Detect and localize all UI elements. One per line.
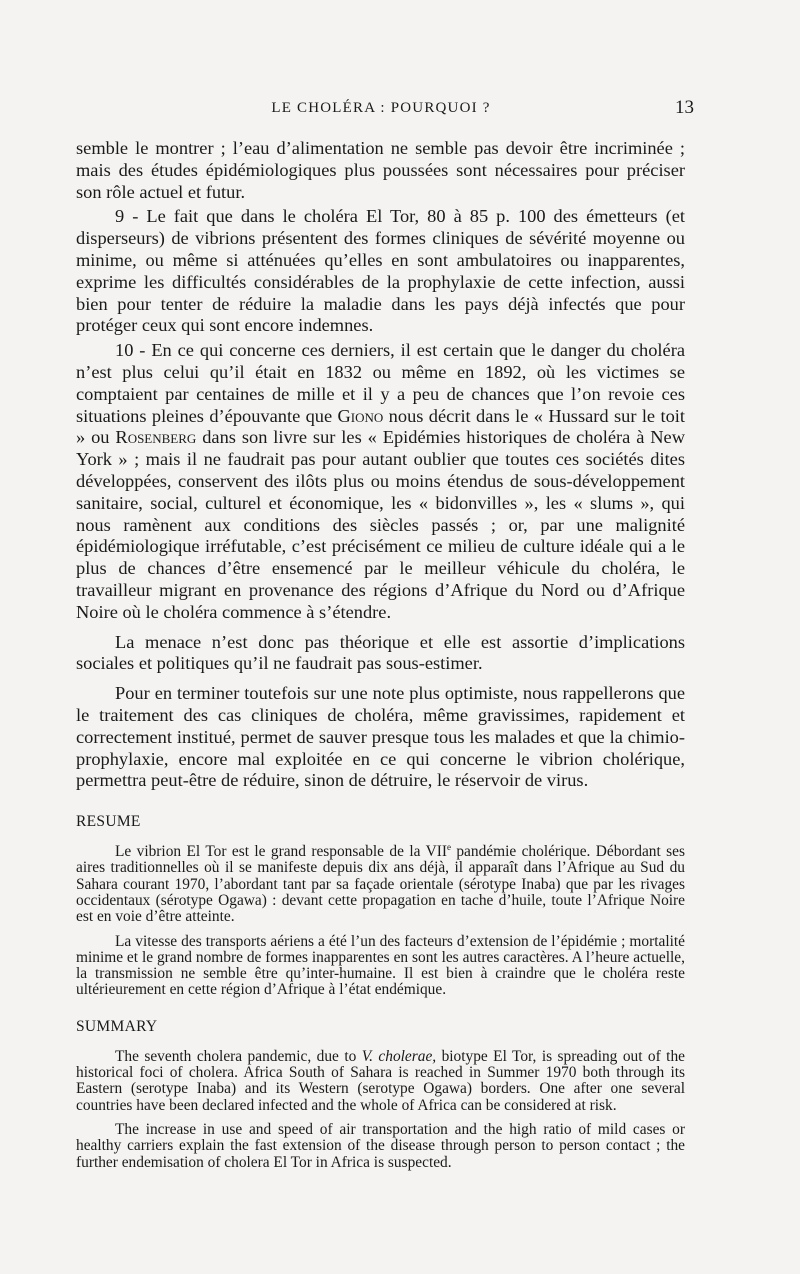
superscript: e — [446, 842, 451, 853]
resume-paragraph-1 — [76, 844, 685, 925]
resume-text: Le vibrion El Tor est le grand responsable de la VII — [115, 843, 447, 861]
author-name-rosenberg: Rosenberg — [115, 427, 197, 448]
paragraph-threat: La menace n’est donc pas théorique et elle est assortie d’implications sociales et politiques qu’il ne faudrait pas sous-estimer. — [76, 631, 685, 674]
paragraph-conclusion: Pour en terminer toutefois sur une note plus optimiste, nous rappellerons que le traitement des cas cliniques de choléra, même gravissimes, rapidement et correctement institué, permet de sauver presque tous les malades et que la chimio-prophylaxie, encore mal exploitée en ce qui concerne le vibrion cholérique, permettra peut-être de réduire, sinon de détruire, le réservoir de virus. — [76, 683, 685, 791]
running-title: LE CHOLÉRA : POURQUOI ? — [271, 100, 491, 116]
paragraph-text: dans son livre sur les « Epidémies historiques de choléra à New York » ; mais il ne faudrait pas pour autant oublier que toutes ces sociétés dites développées, conservent des ilôts plus ou moins étendus de sous-développement sanitaire, social, culturel et économique, les « bidonvilles », les « slums », qui nous ramènent aux conditions des siècles passés ; or, par une malignité épidémiologique irréfutable, c’est précisément ce milieu de culture idéale qui a le plus de chances d’être ensemencé par le meilleur véhicule du choléra, le travailleur migrant en provenance des régions d’Afrique du Nord ou d’Afrique Noire où le choléra commence à s’étendre. — [76, 427, 686, 622]
summary-paragraph-2: The increase in use and speed of air transportation and the high ratio of mild cases or healthy carriers explain the fast extension of the disease through person to person contact ; the further endemisation of cholera El Tor in Africa is suspected. — [76, 1120, 685, 1171]
summary-paragraph-1 — [76, 1049, 685, 1114]
summary-text: biotype El Tor, is spreading out of the historical foci of cholera. Africa South of Sahara is reached in Summer 1970 both through its Eastern (serotype Inaba) and its Western (serotype Ogawa) borders. One after one several countries have been declared infected and the whole of Africa can be considered at risk. — [76, 1047, 685, 1114]
summary-text: The seventh cholera pandemic, due to — [115, 1047, 362, 1065]
resume-text: pandémie cholérique. Débordant ses aires traditionnelles où il se manifeste depuis dix ans déjà, il apparaît dans l’Afrique au Sud du Sahara courant 1970, l’abordant tant par sa façade orientale (sérotype Inaba) que par les rivages occidentaux (sérotype Ogawa) : devant cette propagation en tache d’huile, toute l’Afrique Noire est en voie d’être atteinte. — [76, 843, 685, 926]
page-number: 13 — [675, 97, 694, 118]
paragraph-point-10 — [76, 340, 685, 623]
paragraph-point-9: 9 - Le fait que dans le choléra El Tor, 80 à 85 p. 100 des émetteurs (et disperseurs) de vibrions présentent des formes cliniques de sévérité moyenne ou minime, ou même si atténuées qu’elles en sont ambulatoires ou inapparentes, exprime les difficultés considérables de la prophylaxie de cette infection, aussi bien pour tenter de réduire la maladie dans les pays déjà infectés que pour protéger ceux qui sont encore indemnes. — [76, 206, 685, 336]
paragraph-text: nous décrit dans le « Hussard sur le toit » ou — [76, 405, 685, 448]
resume-heading: RESUME — [76, 813, 141, 831]
author-name-giono: Giono — [337, 405, 384, 426]
paragraph-text: 10 - En ce qui concerne ces derniers, il est certain que le danger du choléra n’est plus celui qu’il était en 1832 ou même en 1892, où les victimes se comptaient par centaines de mille et il y a peu de chances que l’on revoie ces situations pleines d’épouvante que — [76, 340, 685, 426]
species-name: V. cholerae, — [361, 1047, 437, 1065]
resume-paragraph-2: La vitesse des transports aériens a été l’un des facteurs d’extension de l’épidémie ; mortalité minime et le grand nombre de formes inapparentes en sont les autres caractères. A l’heure actuelle, la transmission ne semble être qu’inter-humaine. Il est bien à craindre que le choléra reste ultérieurement en cette région d’Afrique à l’état endémique. — [76, 932, 685, 999]
summary-heading: SUMMARY — [76, 1017, 158, 1035]
paragraph-continuation: semble le montrer ; l’eau d’alimentation ne semble pas devoir être incriminée ; mais des études épidémiologiques plus poussées sont nécessaires pour préciser son rôle actuel et futur. — [76, 138, 685, 202]
body-text — [76, 138, 685, 1171]
